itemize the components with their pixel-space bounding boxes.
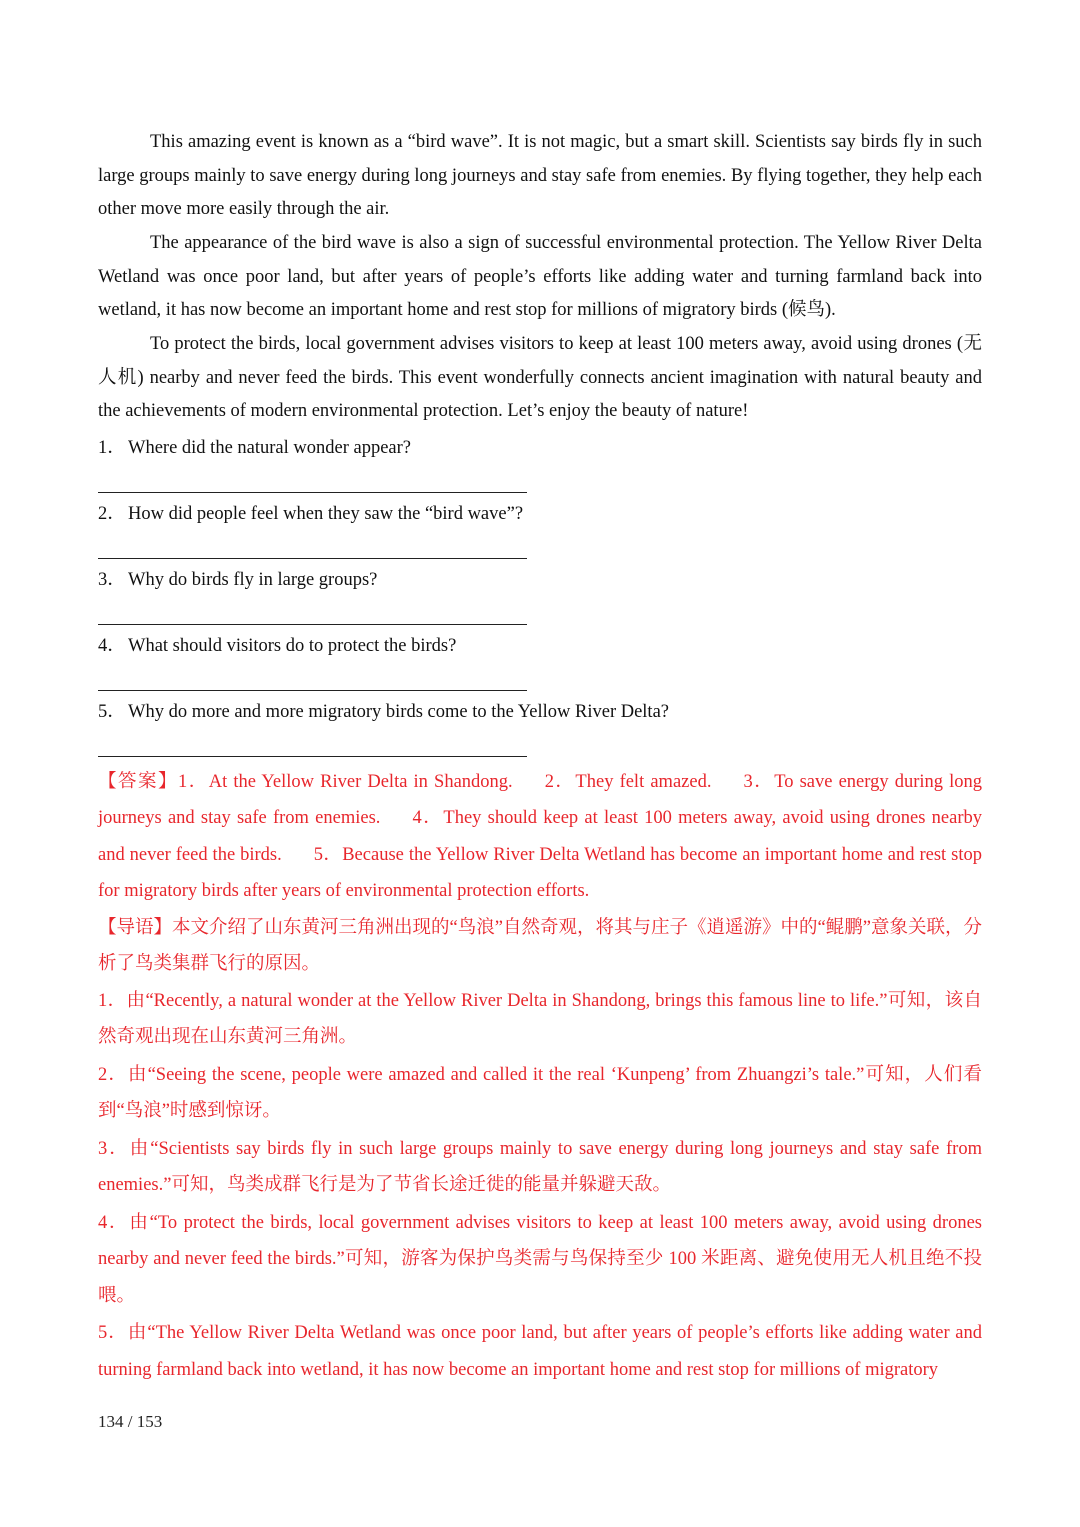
question-5 <box>98 698 982 726</box>
guide-block <box>98 910 982 982</box>
explanation-1: 1．由“Recently, a natural wonder at the Yellow River Delta in Shandong, brings this famous line to life.”可知，该自然奇观出现在山东黄河三角洲。 <box>98 990 982 1047</box>
question-2 <box>98 500 982 528</box>
question-number: 5． <box>98 701 126 722</box>
document-page <box>98 126 982 1388</box>
answer-blank-5[interactable] <box>98 726 527 757</box>
answer-blank-2[interactable] <box>98 528 527 559</box>
answer-item-4: 4．They should keep at least 100 meters away, avoid using drones nearby and never feed the birds. <box>98 808 982 865</box>
answer-item-5: 5．Because the Yellow River Delta Wetland has become an important home and rest stop for migratory birds after years of environmental protection efforts. <box>98 844 983 901</box>
answer-item-2: 2．They felt amazed. <box>544 771 712 792</box>
explanation-3: 3．由“Scientists say birds fly in such large groups mainly to save energy during long journeys and stay safe from enemies.”可知，鸟类成群飞行是为了节省长途迁徙的能量并躲避天敌。 <box>98 1138 982 1195</box>
question-1 <box>98 434 982 462</box>
explanation-4: 4．由“To protect the birds, local government advises visitors to keep at least 100 meters away, avoid using drones nearby and never feed the birds.”可知，游客为保护鸟类需与鸟保持至少 100 米距离、避免使用无人机且绝不投喂。 <box>98 1212 982 1306</box>
answer-blank-1[interactable] <box>98 462 527 493</box>
guide-text: 本文介绍了山东黄河三角洲出现的“鸟浪”自然奇观，将其与庄子《逍遥游》中的“鲲鹏”意象关联，分析了鸟类集群飞行的原因。 <box>98 917 982 974</box>
question-text: What should visitors do to protect the birds? <box>128 635 457 656</box>
passage-paragraph-2: The appearance of the bird wave is also a sign of successful environmental protection. The Yellow River Delta Wetland was once poor land, but after years of people’s efforts like adding water and turning farmland back into wetland, it has now become an important home and rest stop for millions of migratory birds (候鸟). <box>98 233 982 320</box>
answer-item-1: 1．At the Yellow River Delta in Shandong. <box>178 771 513 792</box>
question-4 <box>98 632 982 660</box>
passage-paragraph-1: This amazing event is known as a “bird wave”. It is not magic, but a smart skill. Scientists say birds fly in such large groups mainly to save energy during long journeys and stay safe from enemies. By flying together, they help each other move more easily through the air. <box>98 132 982 219</box>
question-number: 1． <box>98 437 126 458</box>
question-text: Where did the natural wonder appear? <box>128 437 412 458</box>
question-number: 3． <box>98 569 126 590</box>
question-text: Why do more and more migratory birds come to the Yellow River Delta? <box>128 701 669 722</box>
passage-paragraph-3: To protect the birds, local government advises visitors to keep at least 100 meters away, avoid using drones (无人机) nearby and never feed the birds. This event wonderfully connects ancient imagination with natural beauty and the achievements of modern environmental protection. Let’s enjoy the beauty of nature! <box>98 334 982 421</box>
question-list <box>98 434 982 757</box>
answer-blank-3[interactable] <box>98 594 527 625</box>
page-number: 134 / 153 <box>98 1412 163 1431</box>
explanation-2: 2．由“Seeing the scene, people were amazed and called it the real ‘Kunpeng’ from Zhuangzi’s tale.”可知，人们看到“鸟浪”时感到惊讶。 <box>98 1064 982 1121</box>
answer-block <box>98 764 982 910</box>
question-text: Why do birds fly in large groups? <box>128 569 378 590</box>
guide-label: 【导语】 <box>98 917 173 938</box>
answer-blank-4[interactable] <box>98 660 527 691</box>
answer-item-3: 3．To save energy during long journeys and stay safe from enemies. <box>98 771 983 828</box>
question-number: 2． <box>98 503 126 524</box>
question-3 <box>98 566 982 594</box>
answer-label: 【答案】 <box>98 771 178 792</box>
question-number: 4． <box>98 635 126 656</box>
question-text: How did people feel when they saw the “bird wave”? <box>128 503 524 524</box>
explanation-5: 5．由“The Yellow River Delta Wetland was once poor land, but after years of people’s efforts like adding water and turning farmland back into wetland, it has now become an important home and rest stop for millions of migratory <box>98 1323 982 1380</box>
